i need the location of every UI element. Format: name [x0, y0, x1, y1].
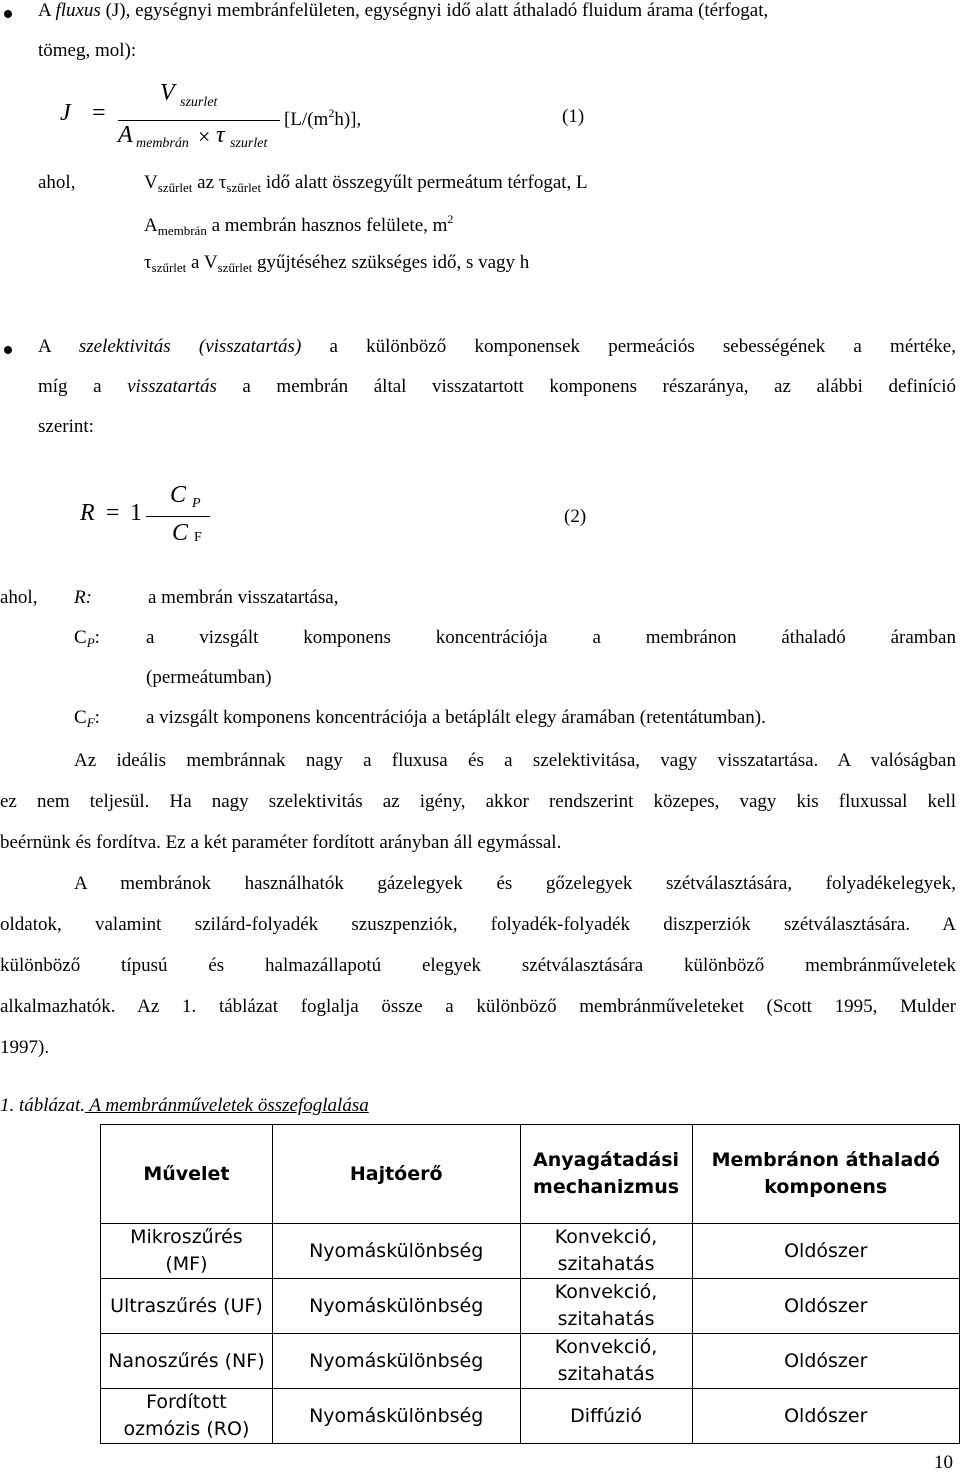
- table-row: [101, 1389, 960, 1444]
- table-cell: Oldószer: [692, 1389, 960, 1444]
- table-cell: Oldószer: [692, 1334, 960, 1389]
- text-span: (J), egységnyi membránfelületen, egységnyi idő alatt áthaladó fluidum árama (térfogat,: [100, 0, 769, 21]
- eq2-num-C: C: [170, 482, 187, 508]
- retention-def-CF-symbol: [74, 707, 100, 731]
- membrane-operations-table: [100, 1124, 960, 1444]
- term-retention: visszatartás: [127, 376, 217, 397]
- text-span: 2: [328, 106, 335, 120]
- selectivity-line3: szerint:: [38, 416, 94, 437]
- flux-def-volume: [144, 172, 588, 196]
- table-cell: Ultraszűrés (UF): [101, 1279, 273, 1334]
- eq2-equals: =: [106, 500, 120, 526]
- table-cell: Oldószer: [692, 1279, 960, 1334]
- text-span: szűrlet: [151, 260, 187, 275]
- term-selectivity: szelektivitás (visszatartás): [78, 336, 302, 357]
- eq1-fraction-bar: [118, 120, 280, 121]
- table-cell: Diffúzió: [520, 1389, 692, 1444]
- table-row: [101, 1279, 960, 1334]
- eq1-den-times: ×: [198, 124, 211, 149]
- text-span: τ: [144, 252, 152, 273]
- paragraph-ideal-l2: ez nem teljesül. Ha nagy szelektivitás az igény, akkor rendszerint közepes, vagy kis fluxussal kell: [0, 791, 956, 812]
- table-caption: [0, 1095, 369, 1117]
- retention-def-CF-text: a vizsgált komponens koncentrációja a betáplált elegy áramában (retentátumban).: [146, 707, 766, 728]
- text-span: míg a: [38, 376, 128, 397]
- table-cell: Nyomáskülönbség: [272, 1389, 520, 1444]
- paragraph-ideal-l3: beérnünk és fordítva. Ez a két paraméter fordított arányban áll egymással.: [0, 832, 562, 853]
- eq1-den-tau-sub: szurlet: [230, 136, 268, 151]
- selectivity-line2: [38, 376, 956, 398]
- eq1-lhs: J: [60, 100, 71, 126]
- text-span: A: [38, 336, 79, 357]
- table-row: [101, 1334, 960, 1389]
- text-span: a membrán által visszatartott komponens részaránya, az alábbi definíció: [216, 376, 956, 397]
- bullet-selectivity: [4, 346, 12, 354]
- retention-def-CP-text2: (permeátumban): [146, 667, 272, 688]
- table-cell: Konvekció, szitahatás: [520, 1279, 692, 1334]
- table-cell: Nanoszűrés (NF): [101, 1334, 273, 1389]
- table-cell: Konvekció, szitahatás: [520, 1224, 692, 1279]
- paragraph-usage-l5: 1997).: [0, 1037, 50, 1058]
- retention-def-CP-symbol: [74, 627, 100, 651]
- eq2-den-sub: F: [194, 530, 202, 545]
- text-span: membrán: [157, 223, 207, 238]
- eq1-num-sub: szurlet: [180, 95, 218, 110]
- text-span: a membrán hasznos felülete, m: [206, 215, 448, 236]
- text-span: F: [86, 715, 95, 730]
- table-row: [101, 1224, 960, 1279]
- table-cell: Fordított ozmózis (RO): [101, 1389, 273, 1444]
- eq2-den-C: C: [172, 520, 189, 546]
- page-number: 10: [934, 1452, 953, 1473]
- text-span: az τ: [192, 172, 227, 193]
- retention-where: ahol,: [0, 587, 38, 608]
- table-header-cell: Membránon áthaladó komponens: [692, 1125, 960, 1224]
- text-span: a különböző komponensek permeációs sebességének a mértéke,: [301, 336, 956, 357]
- table-cell: Oldószer: [692, 1224, 960, 1279]
- table-caption-text: A membránműveletek összefoglalása: [84, 1095, 369, 1116]
- text-span: idő alatt összegyűlt permeátum térfogat, L: [261, 172, 588, 193]
- paragraph-ideal-l1: Az ideális membránnak nagy a fluxusa és a szelektivitása, vagy visszatartása. A valóságban: [74, 750, 956, 771]
- text-span: :: [94, 627, 100, 648]
- text-span: h)],: [334, 109, 362, 130]
- text-span: szűrlet: [217, 260, 253, 275]
- table-caption-label: 1. táblázat.: [0, 1095, 85, 1116]
- retention-def-R-text: a membrán visszatartása,: [148, 587, 339, 608]
- eq1-number: (1): [562, 106, 585, 127]
- table-cell: Konvekció, szitahatás: [520, 1334, 692, 1389]
- table-cell: Mikroszűrés (MF): [101, 1224, 273, 1279]
- text-span: szűrlet: [226, 180, 262, 195]
- eq1-unit: [284, 106, 361, 131]
- flux-where: ahol,: [38, 172, 76, 193]
- paragraph-usage-l1: A membránok használhatók gázelegyek és gőzelegyek szétválasztására, folyadékelegyek,: [74, 873, 956, 894]
- text-span: A: [144, 215, 158, 236]
- text-span: 2: [447, 212, 454, 226]
- term-fluxus: fluxus: [55, 0, 101, 21]
- flux-paragraph-line2: tömeg, mol):: [38, 40, 137, 61]
- text-span: C: [74, 707, 87, 728]
- table-cell: Nyomáskülönbség: [272, 1279, 520, 1334]
- table-cell: Nyomáskülönbség: [272, 1334, 520, 1389]
- flux-def-time: [144, 252, 529, 276]
- flux-def-area: [144, 212, 453, 239]
- text-span: a V: [186, 252, 218, 273]
- selectivity-line1: [38, 336, 956, 358]
- flux-paragraph-line1: [38, 0, 768, 22]
- text-span: szűrlet: [157, 180, 193, 195]
- retention-def-R-symbol: R:: [74, 587, 92, 608]
- eq2-num-sub: P: [192, 496, 201, 511]
- paragraph-usage-l4: alkalmazhatók. Az 1. táblázat foglalja össze a különböző membránműveleteket (Scott 1995, Mulder: [0, 996, 956, 1017]
- text-span: V: [144, 172, 158, 193]
- eq2-R: R: [80, 500, 95, 526]
- eq1-num-V: V: [160, 80, 175, 106]
- table-header-row: [101, 1125, 960, 1224]
- eq2-one: 1: [130, 500, 142, 526]
- eq2-fraction-bar: [146, 516, 210, 517]
- paragraph-usage-l3: különböző típusú és halmazállapotú elegyek szétválasztására különböző membránműveletek: [0, 955, 956, 976]
- eq2-number: (2): [564, 506, 587, 527]
- table-header-cell: Művelet: [101, 1125, 273, 1224]
- table-cell: Nyomáskülönbség: [272, 1224, 520, 1279]
- text-span: :: [94, 707, 100, 728]
- text-span: A: [38, 0, 56, 21]
- table-header-cell: Hajtóerő: [272, 1125, 520, 1224]
- text-span: [L/(m: [284, 109, 329, 130]
- eq1-den-A: A: [118, 122, 133, 148]
- table-header-cell: Anyagátadási mechanizmus: [520, 1125, 692, 1224]
- text-span: C: [74, 627, 87, 648]
- text-span: gyűjtéséhez szükséges idő, s vagy h: [252, 252, 530, 273]
- eq1-den-A-sub: membrán: [136, 136, 189, 151]
- eq1-den-tau: τ: [216, 122, 225, 148]
- text-span: P: [86, 635, 95, 650]
- bullet-flux: [4, 10, 12, 18]
- paragraph-usage-l2: oldatok, valamint szilárd-folyadék szuszpenziók, folyadék-folyadék diszperziók szétválasztására. A: [0, 914, 956, 935]
- retention-def-CP-text: a vizsgált komponens koncentrációja a membránon áthaladó áramban: [146, 627, 956, 648]
- eq1-equals: =: [92, 100, 106, 126]
